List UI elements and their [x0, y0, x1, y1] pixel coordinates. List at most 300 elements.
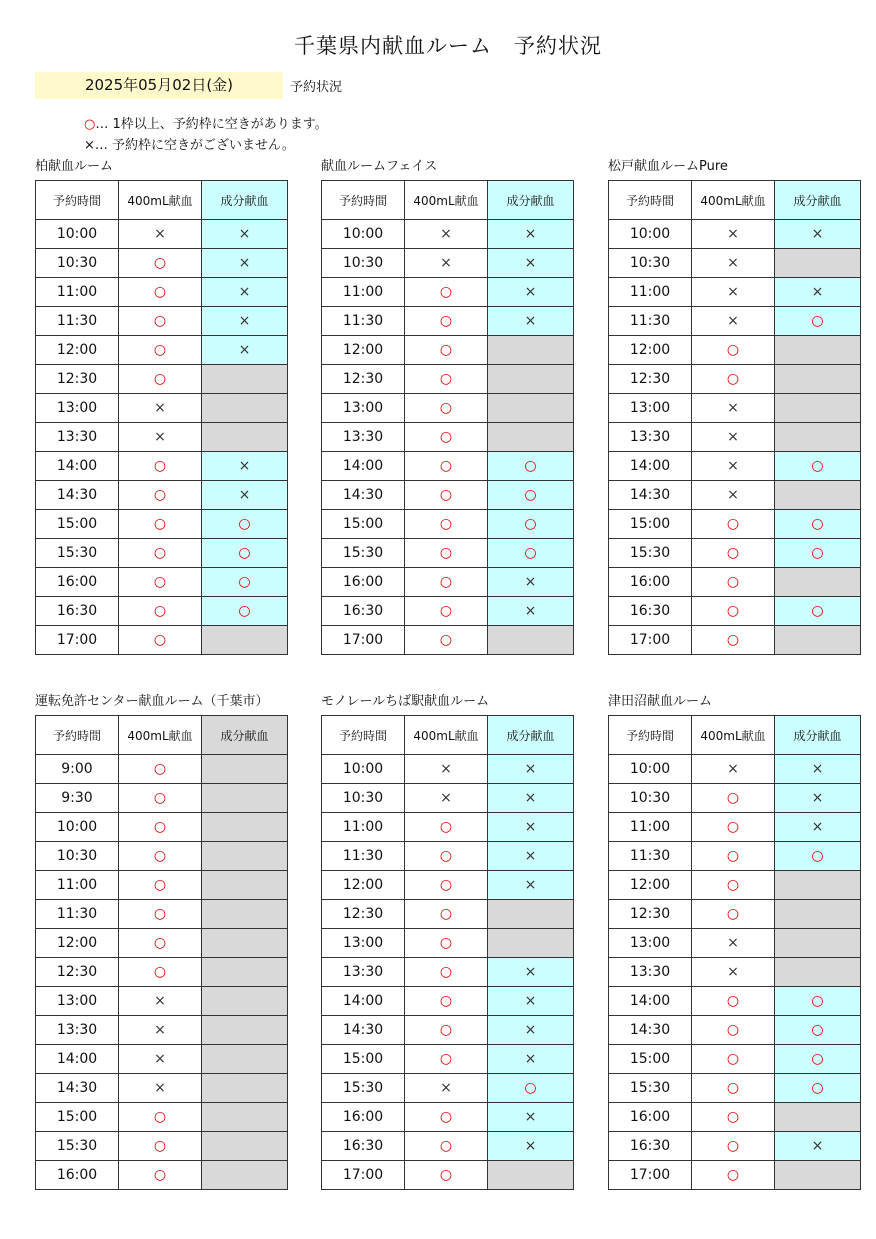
whole-blood-status: ×	[692, 278, 775, 307]
time-cell: 10:00	[36, 220, 119, 249]
whole-blood-status: ○	[405, 597, 488, 626]
full-symbol: ×	[84, 138, 95, 153]
whole-blood-status: ○	[405, 568, 488, 597]
time-cell: 10:30	[36, 249, 119, 278]
time-cell: 16:00	[322, 568, 405, 597]
table-row	[322, 900, 574, 929]
component-status	[202, 1045, 288, 1074]
time-header: 予約時間	[609, 181, 692, 220]
component-status: ×	[488, 784, 574, 813]
table-row	[36, 1103, 288, 1132]
time-cell: 15:30	[36, 539, 119, 568]
time-cell: 14:30	[36, 481, 119, 510]
time-cell: 15:00	[609, 1045, 692, 1074]
table-row	[609, 278, 861, 307]
whole-blood-status: ○	[119, 365, 202, 394]
whole-blood-status: ○	[119, 842, 202, 871]
time-cell: 12:00	[609, 871, 692, 900]
whole-blood-status: ○	[405, 987, 488, 1016]
time-cell: 13:00	[609, 929, 692, 958]
time-cell: 11:30	[322, 307, 405, 336]
legend-available	[84, 113, 328, 132]
table-row	[322, 871, 574, 900]
table-row	[322, 394, 574, 423]
room-name: 献血ルームフェイス	[321, 159, 438, 174]
time-cell: 15:30	[609, 539, 692, 568]
whole-blood-status: ×	[405, 249, 488, 278]
component-status	[202, 813, 288, 842]
time-cell: 16:00	[322, 1103, 405, 1132]
schedule-table	[608, 715, 861, 1190]
time-cell: 16:30	[609, 1132, 692, 1161]
table-row	[36, 452, 288, 481]
whole-blood-status: ○	[119, 755, 202, 784]
component-status	[202, 784, 288, 813]
component-status: ×	[202, 278, 288, 307]
component-status: ×	[202, 307, 288, 336]
time-cell: 17:00	[36, 626, 119, 655]
whole-blood-status: ○	[405, 539, 488, 568]
time-cell: 15:00	[609, 510, 692, 539]
whole-blood-status: ○	[405, 958, 488, 987]
table-row	[36, 987, 288, 1016]
component-status	[775, 568, 861, 597]
whole-blood-header: 400mL献血	[692, 181, 775, 220]
whole-blood-status: ○	[405, 307, 488, 336]
component-status: ○	[202, 539, 288, 568]
time-cell: 14:00	[36, 1045, 119, 1074]
component-status: ○	[775, 452, 861, 481]
table-row	[322, 987, 574, 1016]
component-status: ×	[488, 249, 574, 278]
component-status	[488, 1161, 574, 1190]
component-status	[202, 423, 288, 452]
whole-blood-status: ×	[692, 220, 775, 249]
whole-blood-status: ○	[119, 900, 202, 929]
whole-blood-status: ×	[405, 755, 488, 784]
whole-blood-status: ○	[692, 539, 775, 568]
table-row	[609, 900, 861, 929]
component-status: ○	[488, 452, 574, 481]
component-status	[775, 1103, 861, 1132]
component-status: ×	[775, 220, 861, 249]
time-cell: 16:30	[322, 1132, 405, 1161]
time-cell: 11:30	[609, 842, 692, 871]
component-status: ○	[488, 1074, 574, 1103]
whole-blood-header: 400mL献血	[405, 181, 488, 220]
table-row	[322, 423, 574, 452]
schedule-table	[608, 180, 861, 655]
table-row	[36, 423, 288, 452]
component-status	[488, 626, 574, 655]
table-row	[322, 626, 574, 655]
whole-blood-status: ○	[119, 1103, 202, 1132]
component-status: ×	[488, 220, 574, 249]
component-status	[202, 871, 288, 900]
time-cell: 15:30	[322, 1074, 405, 1103]
table-row	[322, 336, 574, 365]
component-status: ○	[775, 539, 861, 568]
whole-blood-status: ○	[405, 481, 488, 510]
table-row	[36, 871, 288, 900]
table-row	[36, 394, 288, 423]
table-row	[609, 510, 861, 539]
table-row	[36, 900, 288, 929]
time-cell: 14:00	[322, 452, 405, 481]
schedule-table	[35, 715, 288, 1190]
time-cell: 17:00	[322, 1161, 405, 1190]
time-cell: 15:30	[609, 1074, 692, 1103]
component-status: ○	[488, 539, 574, 568]
table-row	[322, 784, 574, 813]
table-row	[322, 452, 574, 481]
component-status: ×	[775, 784, 861, 813]
component-status	[202, 1103, 288, 1132]
whole-blood-status: ○	[119, 958, 202, 987]
component-status: ×	[488, 1045, 574, 1074]
time-cell: 10:30	[36, 842, 119, 871]
table-row	[322, 278, 574, 307]
header-row	[609, 716, 861, 755]
whole-blood-status: ×	[692, 755, 775, 784]
table-row	[36, 307, 288, 336]
time-cell: 11:00	[36, 278, 119, 307]
table-row	[36, 958, 288, 987]
table-row	[36, 597, 288, 626]
whole-blood-status: ×	[405, 784, 488, 813]
time-cell: 12:30	[322, 900, 405, 929]
header-row	[36, 716, 288, 755]
table-row	[609, 842, 861, 871]
component-status: ○	[775, 307, 861, 336]
whole-blood-status: ○	[119, 871, 202, 900]
whole-blood-status: ×	[119, 987, 202, 1016]
table-row	[609, 336, 861, 365]
page-title: 千葉県内献血ルーム 予約状況	[294, 34, 602, 58]
component-status	[202, 987, 288, 1016]
component-status	[202, 1074, 288, 1103]
table-row	[609, 249, 861, 278]
whole-blood-status: ○	[692, 900, 775, 929]
whole-blood-status: ×	[692, 423, 775, 452]
whole-blood-status: ○	[119, 1132, 202, 1161]
whole-blood-status: ○	[119, 539, 202, 568]
whole-blood-status: ×	[692, 958, 775, 987]
time-cell: 10:00	[36, 813, 119, 842]
component-status	[775, 394, 861, 423]
whole-blood-status: ○	[405, 510, 488, 539]
time-cell: 13:30	[609, 958, 692, 987]
component-status: ×	[202, 249, 288, 278]
time-cell: 15:00	[36, 510, 119, 539]
time-cell: 14:30	[609, 1016, 692, 1045]
room-name: 松戸献血ルームPure	[608, 159, 728, 174]
whole-blood-status: ○	[119, 481, 202, 510]
time-header: 予約時間	[36, 716, 119, 755]
whole-blood-status: ○	[405, 626, 488, 655]
whole-blood-status: ×	[692, 929, 775, 958]
component-status: ×	[488, 1016, 574, 1045]
table-row	[322, 755, 574, 784]
time-cell: 13:30	[322, 958, 405, 987]
component-status: ○	[488, 481, 574, 510]
component-status: ○	[202, 510, 288, 539]
table-row	[322, 958, 574, 987]
component-header: 成分献血	[488, 716, 574, 755]
time-cell: 13:00	[322, 929, 405, 958]
time-cell: 15:00	[322, 1045, 405, 1074]
whole-blood-status: ○	[692, 626, 775, 655]
table-row	[609, 597, 861, 626]
component-status: ×	[488, 1103, 574, 1132]
time-cell: 12:00	[36, 929, 119, 958]
component-status: ×	[488, 958, 574, 987]
component-status: ×	[488, 987, 574, 1016]
component-status: ×	[488, 278, 574, 307]
whole-blood-status: ○	[119, 929, 202, 958]
time-cell: 11:30	[36, 307, 119, 336]
time-cell: 10:00	[609, 755, 692, 784]
whole-blood-status: ○	[405, 813, 488, 842]
component-header: 成分献血	[202, 716, 288, 755]
component-status	[202, 842, 288, 871]
table-row	[609, 452, 861, 481]
whole-blood-status: ○	[119, 336, 202, 365]
time-cell: 15:00	[322, 510, 405, 539]
table-row	[322, 597, 574, 626]
whole-blood-header: 400mL献血	[405, 716, 488, 755]
table-row	[609, 987, 861, 1016]
whole-blood-status: ○	[119, 307, 202, 336]
time-cell: 9:00	[36, 755, 119, 784]
time-cell: 11:30	[322, 842, 405, 871]
available-symbol: ○	[84, 117, 96, 132]
table-row	[36, 626, 288, 655]
room-schedule	[608, 693, 860, 1190]
whole-blood-status: ×	[692, 249, 775, 278]
whole-blood-status: ○	[119, 452, 202, 481]
table-row	[36, 510, 288, 539]
header-row	[36, 181, 288, 220]
table-row	[609, 539, 861, 568]
whole-blood-status: ○	[119, 626, 202, 655]
component-status	[775, 929, 861, 958]
room-name: 柏献血ルーム	[35, 159, 114, 174]
table-row	[322, 1161, 574, 1190]
whole-blood-status: ○	[405, 336, 488, 365]
table-row	[609, 784, 861, 813]
component-status	[775, 871, 861, 900]
component-status: ×	[488, 871, 574, 900]
time-cell: 13:30	[609, 423, 692, 452]
component-status: ○	[775, 987, 861, 1016]
table-row	[609, 1103, 861, 1132]
whole-blood-status: ○	[119, 1161, 202, 1190]
whole-blood-status: ○	[692, 813, 775, 842]
room-schedule	[35, 158, 287, 655]
whole-blood-status: ○	[692, 568, 775, 597]
time-cell: 11:00	[609, 278, 692, 307]
time-cell: 10:00	[322, 220, 405, 249]
table-row	[322, 220, 574, 249]
header-row	[322, 181, 574, 220]
component-status	[202, 1016, 288, 1045]
table-row	[322, 307, 574, 336]
whole-blood-status: ○	[119, 597, 202, 626]
whole-blood-status: ○	[692, 1045, 775, 1074]
whole-blood-status: ×	[119, 220, 202, 249]
table-row	[609, 481, 861, 510]
whole-blood-status: ○	[405, 1161, 488, 1190]
component-status	[488, 900, 574, 929]
time-cell: 13:00	[36, 394, 119, 423]
component-status: ○	[202, 597, 288, 626]
table-row	[36, 929, 288, 958]
whole-blood-status: ○	[692, 1161, 775, 1190]
time-cell: 14:30	[322, 1016, 405, 1045]
time-cell: 14:00	[609, 452, 692, 481]
date-display: 2025年05月02日(金)	[35, 72, 283, 99]
table-row	[609, 423, 861, 452]
table-row	[322, 929, 574, 958]
full-text: … 予約枠に空きがございません。	[94, 138, 295, 153]
table-row	[609, 1132, 861, 1161]
time-cell: 16:00	[609, 568, 692, 597]
whole-blood-status: ×	[692, 481, 775, 510]
component-status	[202, 929, 288, 958]
table-row	[609, 871, 861, 900]
whole-blood-status: ○	[692, 597, 775, 626]
whole-blood-status: ○	[405, 278, 488, 307]
whole-blood-status: ○	[692, 871, 775, 900]
date-suffix-label: 予約状況	[290, 80, 343, 95]
whole-blood-header: 400mL献血	[692, 716, 775, 755]
time-cell: 16:30	[322, 597, 405, 626]
whole-blood-header: 400mL献血	[119, 716, 202, 755]
whole-blood-status: ○	[405, 1016, 488, 1045]
time-cell: 16:00	[609, 1103, 692, 1132]
component-status: ○	[202, 568, 288, 597]
table-row	[36, 1161, 288, 1190]
component-status: ×	[488, 1132, 574, 1161]
component-status	[202, 626, 288, 655]
component-status: ×	[775, 755, 861, 784]
time-cell: 10:30	[609, 249, 692, 278]
table-row	[36, 249, 288, 278]
table-row	[609, 220, 861, 249]
time-header: 予約時間	[322, 181, 405, 220]
table-row	[322, 249, 574, 278]
time-cell: 14:30	[322, 481, 405, 510]
whole-blood-header: 400mL献血	[119, 181, 202, 220]
table-row	[36, 784, 288, 813]
time-header: 予約時間	[609, 716, 692, 755]
table-row	[609, 307, 861, 336]
component-status: ×	[202, 452, 288, 481]
time-cell: 15:00	[36, 1103, 119, 1132]
time-cell: 15:30	[36, 1132, 119, 1161]
component-status: ○	[775, 597, 861, 626]
component-status: ×	[488, 597, 574, 626]
whole-blood-status: ○	[692, 336, 775, 365]
table-row	[322, 842, 574, 871]
whole-blood-status: ×	[405, 220, 488, 249]
whole-blood-status: ○	[692, 842, 775, 871]
component-status	[775, 900, 861, 929]
table-row	[36, 1045, 288, 1074]
table-row	[36, 568, 288, 597]
whole-blood-status: ○	[119, 278, 202, 307]
whole-blood-status: ○	[405, 900, 488, 929]
time-cell: 10:30	[322, 784, 405, 813]
component-status	[775, 1161, 861, 1190]
time-cell: 11:30	[36, 900, 119, 929]
component-status: ×	[775, 278, 861, 307]
component-status	[202, 755, 288, 784]
time-cell: 17:00	[322, 626, 405, 655]
component-status: ×	[775, 1132, 861, 1161]
component-status	[775, 336, 861, 365]
component-status	[775, 423, 861, 452]
component-status: ×	[488, 755, 574, 784]
whole-blood-status: ○	[692, 784, 775, 813]
component-status: ○	[775, 842, 861, 871]
time-cell: 14:00	[36, 452, 119, 481]
component-status: ×	[488, 813, 574, 842]
component-status: ○	[775, 510, 861, 539]
table-row	[609, 755, 861, 784]
table-row	[322, 568, 574, 597]
table-row	[322, 539, 574, 568]
whole-blood-status: ○	[692, 987, 775, 1016]
whole-blood-status: ×	[119, 1074, 202, 1103]
component-header: 成分献血	[775, 181, 861, 220]
time-header: 予約時間	[322, 716, 405, 755]
header-row	[609, 181, 861, 220]
component-status	[202, 900, 288, 929]
time-cell: 12:00	[322, 336, 405, 365]
whole-blood-status: ○	[119, 510, 202, 539]
time-cell: 12:30	[36, 958, 119, 987]
table-row	[609, 1074, 861, 1103]
time-cell: 12:30	[36, 365, 119, 394]
component-status	[775, 249, 861, 278]
table-row	[609, 1161, 861, 1190]
whole-blood-status: ○	[405, 452, 488, 481]
component-status	[202, 1161, 288, 1190]
table-row	[36, 1132, 288, 1161]
time-cell: 9:30	[36, 784, 119, 813]
whole-blood-status: ○	[405, 871, 488, 900]
whole-blood-status: ○	[119, 568, 202, 597]
time-cell: 14:00	[322, 987, 405, 1016]
component-status: ×	[202, 336, 288, 365]
component-status	[488, 365, 574, 394]
table-row	[36, 220, 288, 249]
table-row	[322, 813, 574, 842]
component-header: 成分献血	[202, 181, 288, 220]
whole-blood-status: ○	[405, 1132, 488, 1161]
component-header: 成分献血	[775, 716, 861, 755]
table-row	[609, 394, 861, 423]
component-status: ○	[775, 1074, 861, 1103]
table-row	[36, 813, 288, 842]
table-row	[609, 929, 861, 958]
whole-blood-status: ○	[119, 249, 202, 278]
room-name: 津田沼献血ルーム	[608, 694, 713, 709]
whole-blood-status: ×	[119, 423, 202, 452]
table-row	[322, 1074, 574, 1103]
